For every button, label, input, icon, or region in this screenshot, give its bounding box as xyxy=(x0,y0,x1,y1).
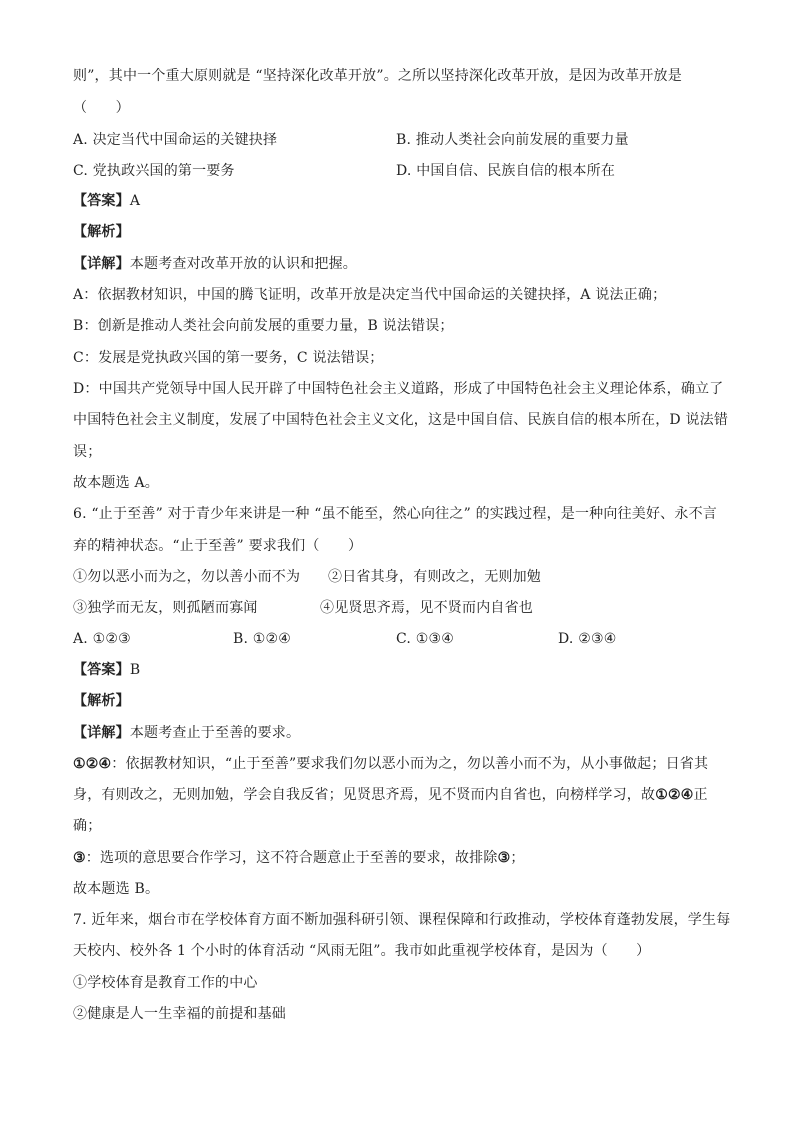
q6-option-c: C. ①③④ xyxy=(396,631,454,647)
q6-stem-line1: 6. “止于至善” 对于青少年来讲是一种 “虽不能至，然心向往之” 的实践过程，是一种向往美好、永不言 xyxy=(73,506,717,522)
q6-items-row1 xyxy=(73,567,733,587)
detail-text: 本题考查对改革开放的认识和把握。 xyxy=(129,256,358,272)
q5-stem-line1: 则”，其中一个重大原则就是 “坚持深化改革开放”。之所以坚持深化改革开放，是因为改革开放是 xyxy=(73,68,682,84)
q6-option-d: D. ②③④ xyxy=(558,631,617,647)
q6-explanation1-line1 xyxy=(73,754,733,774)
q6-exp2-mark-end: ③ xyxy=(497,850,511,866)
q6-option-b: B. ①②④ xyxy=(233,631,292,647)
q5-analysis-tag xyxy=(73,222,733,242)
q5-detail xyxy=(73,254,733,274)
detail-tag: 【详解】 xyxy=(73,256,130,272)
q6-answer xyxy=(73,660,733,680)
analysis-tag: 【解析】 xyxy=(73,693,130,709)
q6-item-3: ③独学而无友，则孤陋而寡闻 xyxy=(73,600,258,616)
q6-exp2-mark: ③ xyxy=(73,850,86,866)
q5-explanation-c: C：发展是党执政兴国的第一要务，C 说法错误； xyxy=(73,350,384,366)
answer-tag: 【答案】 xyxy=(73,193,130,209)
q5-explanation-d-line3: 误； xyxy=(73,444,102,460)
q5-explanation-d-line1: D：中国共产党领导中国人民开辟了中国特色社会主义道路，形成了中国特色社会主义理论体系，确立了 xyxy=(73,381,724,397)
q5-options-row2 xyxy=(73,161,733,181)
q6-analysis-tag xyxy=(73,691,733,711)
detail-text: 本题考查止于至善的要求。 xyxy=(129,725,301,741)
q6-detail xyxy=(73,723,733,743)
q6-exp2-text: ：选项的意思要合作学习，这不符合题意止于至善的要求，故排除 xyxy=(85,850,498,866)
analysis-tag: 【解析】 xyxy=(73,224,130,240)
q5-option-c: C. 党执政兴国的第一要务 xyxy=(73,163,235,179)
q5-option-d: D. 中国自信、民族自信的根本所在 xyxy=(396,163,616,179)
q6-exp1-mark2: ①②④ xyxy=(655,787,694,803)
q6-stem-line2: 弃的精神状态。“止于至善” 要求我们（ ） xyxy=(73,538,363,554)
q6-exp2-end: ； xyxy=(510,850,525,866)
detail-tag: 【详解】 xyxy=(73,725,130,741)
q5-conclusion: 故本题选 A。 xyxy=(73,475,159,491)
answer-tag: 【答案】 xyxy=(73,662,130,678)
q6-conclusion: 故本题选 B。 xyxy=(73,881,160,897)
q6-item-4: ④见贤思齐焉，见不贤而内自省也 xyxy=(320,600,533,616)
q6-explanation2 xyxy=(73,848,733,868)
answer-value: A xyxy=(129,193,141,209)
q7-item-2: ②健康是人一生幸福的前提和基础 xyxy=(73,1006,286,1022)
q7-stem-line1: 7. 近年来，烟台市在学校体育方面不断加强科研引领、课程保障和行政推动，学校体育蓬勃发展，学生每 xyxy=(73,912,731,928)
q6-exp1-text2: 身，有则改之，无则加勉，学会自我反省；见贤思齐焉，见不贤而内自省也，向榜样学习，故 xyxy=(73,787,656,803)
q6-exp1-mark: ①②④ xyxy=(73,756,112,772)
q6-option-a: A. ①②③ xyxy=(73,631,131,647)
q5-explanation-b: B：创新是推动人类社会向前发展的重要力量，B 说法错误； xyxy=(73,318,454,334)
q7-item-1: ①学校体育是教育工作的中心 xyxy=(73,975,258,991)
q5-explanation-a: A：依据教材知识，中国的腾飞证明，改革开放是决定当代中国命运的关键抉择，A 说法正确； xyxy=(73,287,667,303)
q6-items-row2 xyxy=(73,598,733,618)
q6-explanation1-line2 xyxy=(73,785,733,805)
q6-exp1-text2-end: 正 xyxy=(693,787,708,803)
q7-stem-line2: 天校内、校外各 1 个小时的体育活动 “风雨无阻”。我市如此重视学校体育，是因为（ ） xyxy=(73,943,651,959)
q5-option-b: B. 推动人类社会向前发展的重要力量 xyxy=(396,132,629,148)
q5-answer xyxy=(73,191,733,211)
q6-exp1-text: ：依据教材知识，“止于至善”要求我们勿以恶小而为之，勿以善小而不为，从小事做起；日省其 xyxy=(111,756,709,772)
q5-option-a: A. 决定当代中国命运的关键抉择 xyxy=(73,132,278,148)
q5-options-row1 xyxy=(73,130,733,150)
answer-value: B xyxy=(129,662,141,678)
q5-stem-line2: （ ） xyxy=(73,100,130,116)
q6-explanation1-line3: 确； xyxy=(73,818,102,834)
q6-item-1: ①勿以恶小而为之，勿以善小而不为 xyxy=(73,569,301,585)
q5-explanation-d-line2: 中国特色社会主义制度，发展了中国特色社会主义文化，这是中国自信、民族自信的根本所在，D 说法错 xyxy=(73,412,729,428)
q6-item-2: ②日省其身，有则改之，无则加勉 xyxy=(328,569,541,585)
